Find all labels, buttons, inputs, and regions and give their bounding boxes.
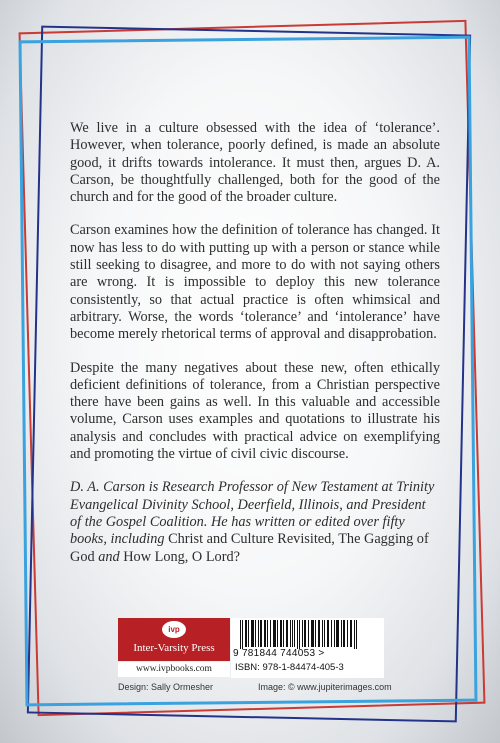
book-title-3: How Long, O Lord? <box>123 548 240 565</box>
design-credit: Design: Sally Ormesher <box>118 682 214 692</box>
isbn-label: ISBN: 978-1-84474-405-3 <box>235 662 344 673</box>
book-title-1: Christ and Culture Revisited, <box>168 531 335 548</box>
barcode-panel <box>231 618 384 678</box>
ivp-logo: ivp <box>162 621 186 638</box>
image-credit: Image: © www.jupiterimages.com <box>258 682 392 692</box>
book-title-2: The Gagging of God <box>70 531 429 565</box>
barcode-icon <box>234 619 380 649</box>
publisher-url-panel <box>118 662 230 677</box>
blurb-text <box>70 120 440 582</box>
author-bio-text: D. A. Carson is Research Professor of New Testament at Trinity Evangelical Divinity School, Deerfield, Illinois, and President of the Gospel Coalition. He has written or edited over fifty books, including <box>70 479 435 548</box>
barcode-digits: 9 781844 744053 > <box>233 648 325 659</box>
author-bio <box>70 479 440 565</box>
blurb-paragraph-2: Carson examines how the definition of tolerance has changed. It now has less to do with putting up with a person or stance while still seeking to disagree, and more to do with not saying others are wrong. It is impossible to deploy this new tolerance consistently, so that actual practice is often whimsical and arbitrary. Worse, the words ‘tolerance’ and ‘intolerance’ have become merely rhetorical terms of approval and disapprobation. <box>70 222 440 343</box>
publisher-panel <box>118 618 230 661</box>
publisher-name: Inter-Varsity Press <box>133 642 215 654</box>
bio-conjunction: and <box>94 548 124 565</box>
publisher-url: www.ivpbooks.com <box>136 664 212 674</box>
blurb-paragraph-3: Despite the many negatives about these new, often ethically deficient definitions of tolerance, from a Christian perspective there have been gains as well. In this valuable and accessible volume, Carson uses examples and quotations to illustrate his analysis and concludes with practical advice on exemplifying and promoting the virtue of civil civic discourse. <box>70 359 440 463</box>
publisher-box <box>118 618 384 678</box>
blurb-paragraph-1: We live in a culture obsessed with the idea of ‘tolerance’. However, when tolerance, poorly defined, is made an absolute good, it drifts towards intolerance. It must then, argues D. A. Carson, be thoughtfully challenged, both for the good of the church and for the good of the broader culture. <box>70 120 440 206</box>
